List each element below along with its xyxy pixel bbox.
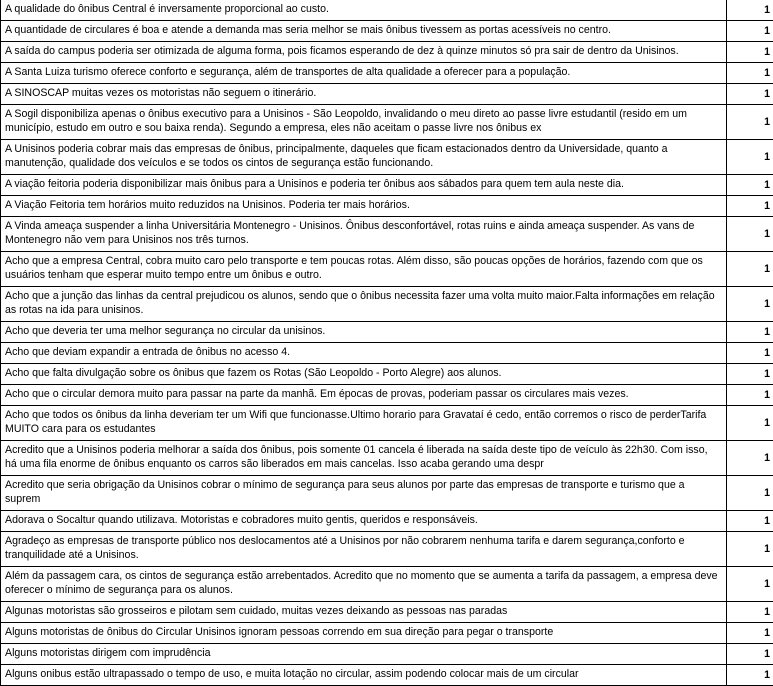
count-cell[interactable]: 1 (727, 532, 773, 567)
comment-cell[interactable]: A Santa Luiza turismo oferece conforto e segurança, além de transportes de alta qualidade a oferecer para a população. (1, 63, 727, 84)
comment-cell[interactable]: A Unisinos poderia cobrar mais das empresas de ônibus, principalmente, daqueles que ficam estacionados dentro da Universidade, quanto a manutenção, qualidade dos veículos e se todos os cintos de segurança estão funcionando. (1, 140, 727, 175)
table-row[interactable] (1, 42, 773, 63)
table-row[interactable] (1, 476, 773, 511)
comment-cell[interactable]: A qualidade do ônibus Central é inversamente proporcional ao custo. (1, 0, 727, 21)
table-row[interactable] (1, 343, 773, 364)
table-row[interactable] (1, 441, 773, 476)
count-cell[interactable]: 1 (727, 196, 773, 217)
count-cell[interactable]: 1 (727, 364, 773, 385)
table-row[interactable] (1, 602, 773, 623)
table-row[interactable] (1, 406, 773, 441)
comment-cell[interactable]: Acho que deveria ter uma melhor segurança no circular da unisinos. (1, 322, 727, 343)
table-row[interactable] (1, 644, 773, 665)
count-cell[interactable]: 1 (727, 21, 773, 42)
comment-cell[interactable]: A Vinda ameaça suspender a linha Universitária Montenegro - Unisinos. Ônibus desconfortável, rotas ruins e ainda ameaça suspender. As vans de Montenegro não vem para Unisinos nos três turnos. (1, 217, 727, 252)
table-row[interactable] (1, 21, 773, 42)
comment-cell[interactable]: Acho que o circular demora muito para passar na parte da manhã. Em épocas de provas, poderiam passar os circulares mais vezes. (1, 385, 727, 406)
table-row[interactable] (1, 511, 773, 532)
comment-cell[interactable]: Alguns motoristas dirigem com imprudência (1, 644, 727, 665)
count-cell[interactable]: 1 (727, 84, 773, 105)
comment-cell[interactable]: Além da passagem cara, os cintos de segurança estão arrebentados. Acredito que no momento que se aumenta a tarifa da passagem, a empresa deve oferecer o mínimo de segurança para os alunos. (1, 567, 727, 602)
comment-cell[interactable]: A Viação Feitoria tem horários muito reduzidos na Unisinos. Poderia ter mais horários. (1, 196, 727, 217)
table-row[interactable] (1, 623, 773, 644)
count-cell[interactable]: 1 (727, 441, 773, 476)
table-row[interactable] (1, 105, 773, 140)
table-row[interactable] (1, 63, 773, 84)
comment-cell[interactable]: A SINOSCAP muitas vezes os motoristas não seguem o itinerário. (1, 84, 727, 105)
count-cell[interactable]: 1 (727, 644, 773, 665)
table-row[interactable] (1, 252, 773, 287)
count-cell[interactable]: 1 (727, 42, 773, 63)
table-row[interactable] (1, 532, 773, 567)
table-row[interactable] (1, 140, 773, 175)
comment-cell[interactable]: Acho que a junção das linhas da central prejudicou os alunos, sendo que o ônibus necessita fazer uma volta muito maior.Falta informações em relação as rotas na ida para unisinos. (1, 287, 727, 322)
count-cell[interactable]: 1 (727, 0, 773, 21)
table-row[interactable] (1, 287, 773, 322)
count-cell[interactable]: 1 (727, 385, 773, 406)
count-cell[interactable]: 1 (727, 476, 773, 511)
comment-cell[interactable]: Acredito que a Unisinos poderia melhorar a saída dos ônibus, pois somente 01 cancela é liberada na saída deste tipo de veículo às 22h30. Com isso, há uma fila enorme de ônibus enquanto os carros são liberados em mais cancelas. Isso acaba gerando uma despr (1, 441, 727, 476)
comment-cell[interactable]: Algunas motoristas são grosseiros e pilotam sem cuidado, muitas vezes deixando as pessoas nas paradas (1, 602, 727, 623)
table-row[interactable] (1, 175, 773, 196)
table-row[interactable] (1, 385, 773, 406)
count-cell[interactable]: 1 (727, 665, 773, 686)
count-cell[interactable]: 1 (727, 287, 773, 322)
comment-cell[interactable]: A saída do campus poderia ser otimizada de alguma forma, pois ficamos esperando de dez à quinze minutos só pra sair de dentro da Unisinos. (1, 42, 727, 63)
comment-cell[interactable]: A quantidade de circulares é boa e atende a demanda mas seria melhor se mais ônibus tivessem as portas acessíveis no centro. (1, 21, 727, 42)
count-cell[interactable]: 1 (727, 602, 773, 623)
table-row[interactable] (1, 0, 773, 21)
count-cell[interactable]: 1 (727, 140, 773, 175)
count-cell[interactable]: 1 (727, 406, 773, 441)
count-cell[interactable]: 1 (727, 252, 773, 287)
table-row[interactable] (1, 217, 773, 252)
table-row[interactable] (1, 322, 773, 343)
table-row[interactable] (1, 84, 773, 105)
comment-cell[interactable]: Acredito que seria obrigação da Unisinos cobrar o mínimo de segurança para seus alunos por parte das empresas de transporte e turismo que a suprem (1, 476, 727, 511)
count-cell[interactable]: 1 (727, 175, 773, 196)
comment-cell[interactable]: Alguns motoristas de ônibus do Circular Unisinos ignoram pessoas correndo em sua direção para pegar o transporte (1, 623, 727, 644)
count-cell[interactable]: 1 (727, 322, 773, 343)
comment-cell[interactable]: Acho que deviam expandir a entrada de ônibus no acesso 4. (1, 343, 727, 364)
comment-cell[interactable]: Acho que a empresa Central, cobra muito caro pelo transporte e tem poucas rotas. Além disso, são poucas opções de horários, fazendo com que os usuários tenham que esperar muito tempo entre um ônibus e outro. (1, 252, 727, 287)
comment-cell[interactable]: A Sogil disponibiliza apenas o ônibus executivo para a Unisinos - São Leopoldo, invalidando o meu direto ao passe livre estudantil (resido em um município, estudo em outro e sou baixa renda). Segundo a empresa, eles não aceitam o passe livre nos ônibus ex (1, 105, 727, 140)
count-cell[interactable]: 1 (727, 63, 773, 84)
comments-table-body (1, 0, 773, 686)
count-cell[interactable]: 1 (727, 567, 773, 602)
table-row[interactable] (1, 364, 773, 385)
count-cell[interactable]: 1 (727, 623, 773, 644)
table-row[interactable] (1, 196, 773, 217)
comment-cell[interactable]: A viação feitoria poderia disponibilizar mais ônibus para a Unisinos e poderia ter ônibus aos sábados para quem tem aula neste dia. (1, 175, 727, 196)
comment-cell[interactable]: Acho que todos os ônibus da linha deveriam ter um Wifi que funcionasse.Ultimo horario para Gravataí é cedo, então corremos o risco de perderTarifa MUITO cara para os estudantes (1, 406, 727, 441)
comment-cell[interactable]: Adorava o Socaltur quando utilizava. Motoristas e cobradores muito gentis, queridos e responsáveis. (1, 511, 727, 532)
count-cell[interactable]: 1 (727, 511, 773, 532)
comment-cell[interactable]: Agradeço as empresas de transporte público nos deslocamentos até a Unisinos por não cobrarem nenhuma tarifa e darem segurança,conforto e tranquilidade até a Unisinos. (1, 532, 727, 567)
table-row[interactable] (1, 567, 773, 602)
count-cell[interactable]: 1 (727, 105, 773, 140)
count-cell[interactable]: 1 (727, 343, 773, 364)
table-row[interactable] (1, 665, 773, 686)
count-cell[interactable]: 1 (727, 217, 773, 252)
comment-cell[interactable]: Alguns onibus estão ultrapassado o tempo de uso, e muita lotação no circular, assim podendo colocar mais de um circular (1, 665, 727, 686)
comment-cell[interactable]: Acho que falta divulgação sobre os ônibus que fazem os Rotas (São Leopoldo - Porto Alegre) aos alunos. (1, 364, 727, 385)
